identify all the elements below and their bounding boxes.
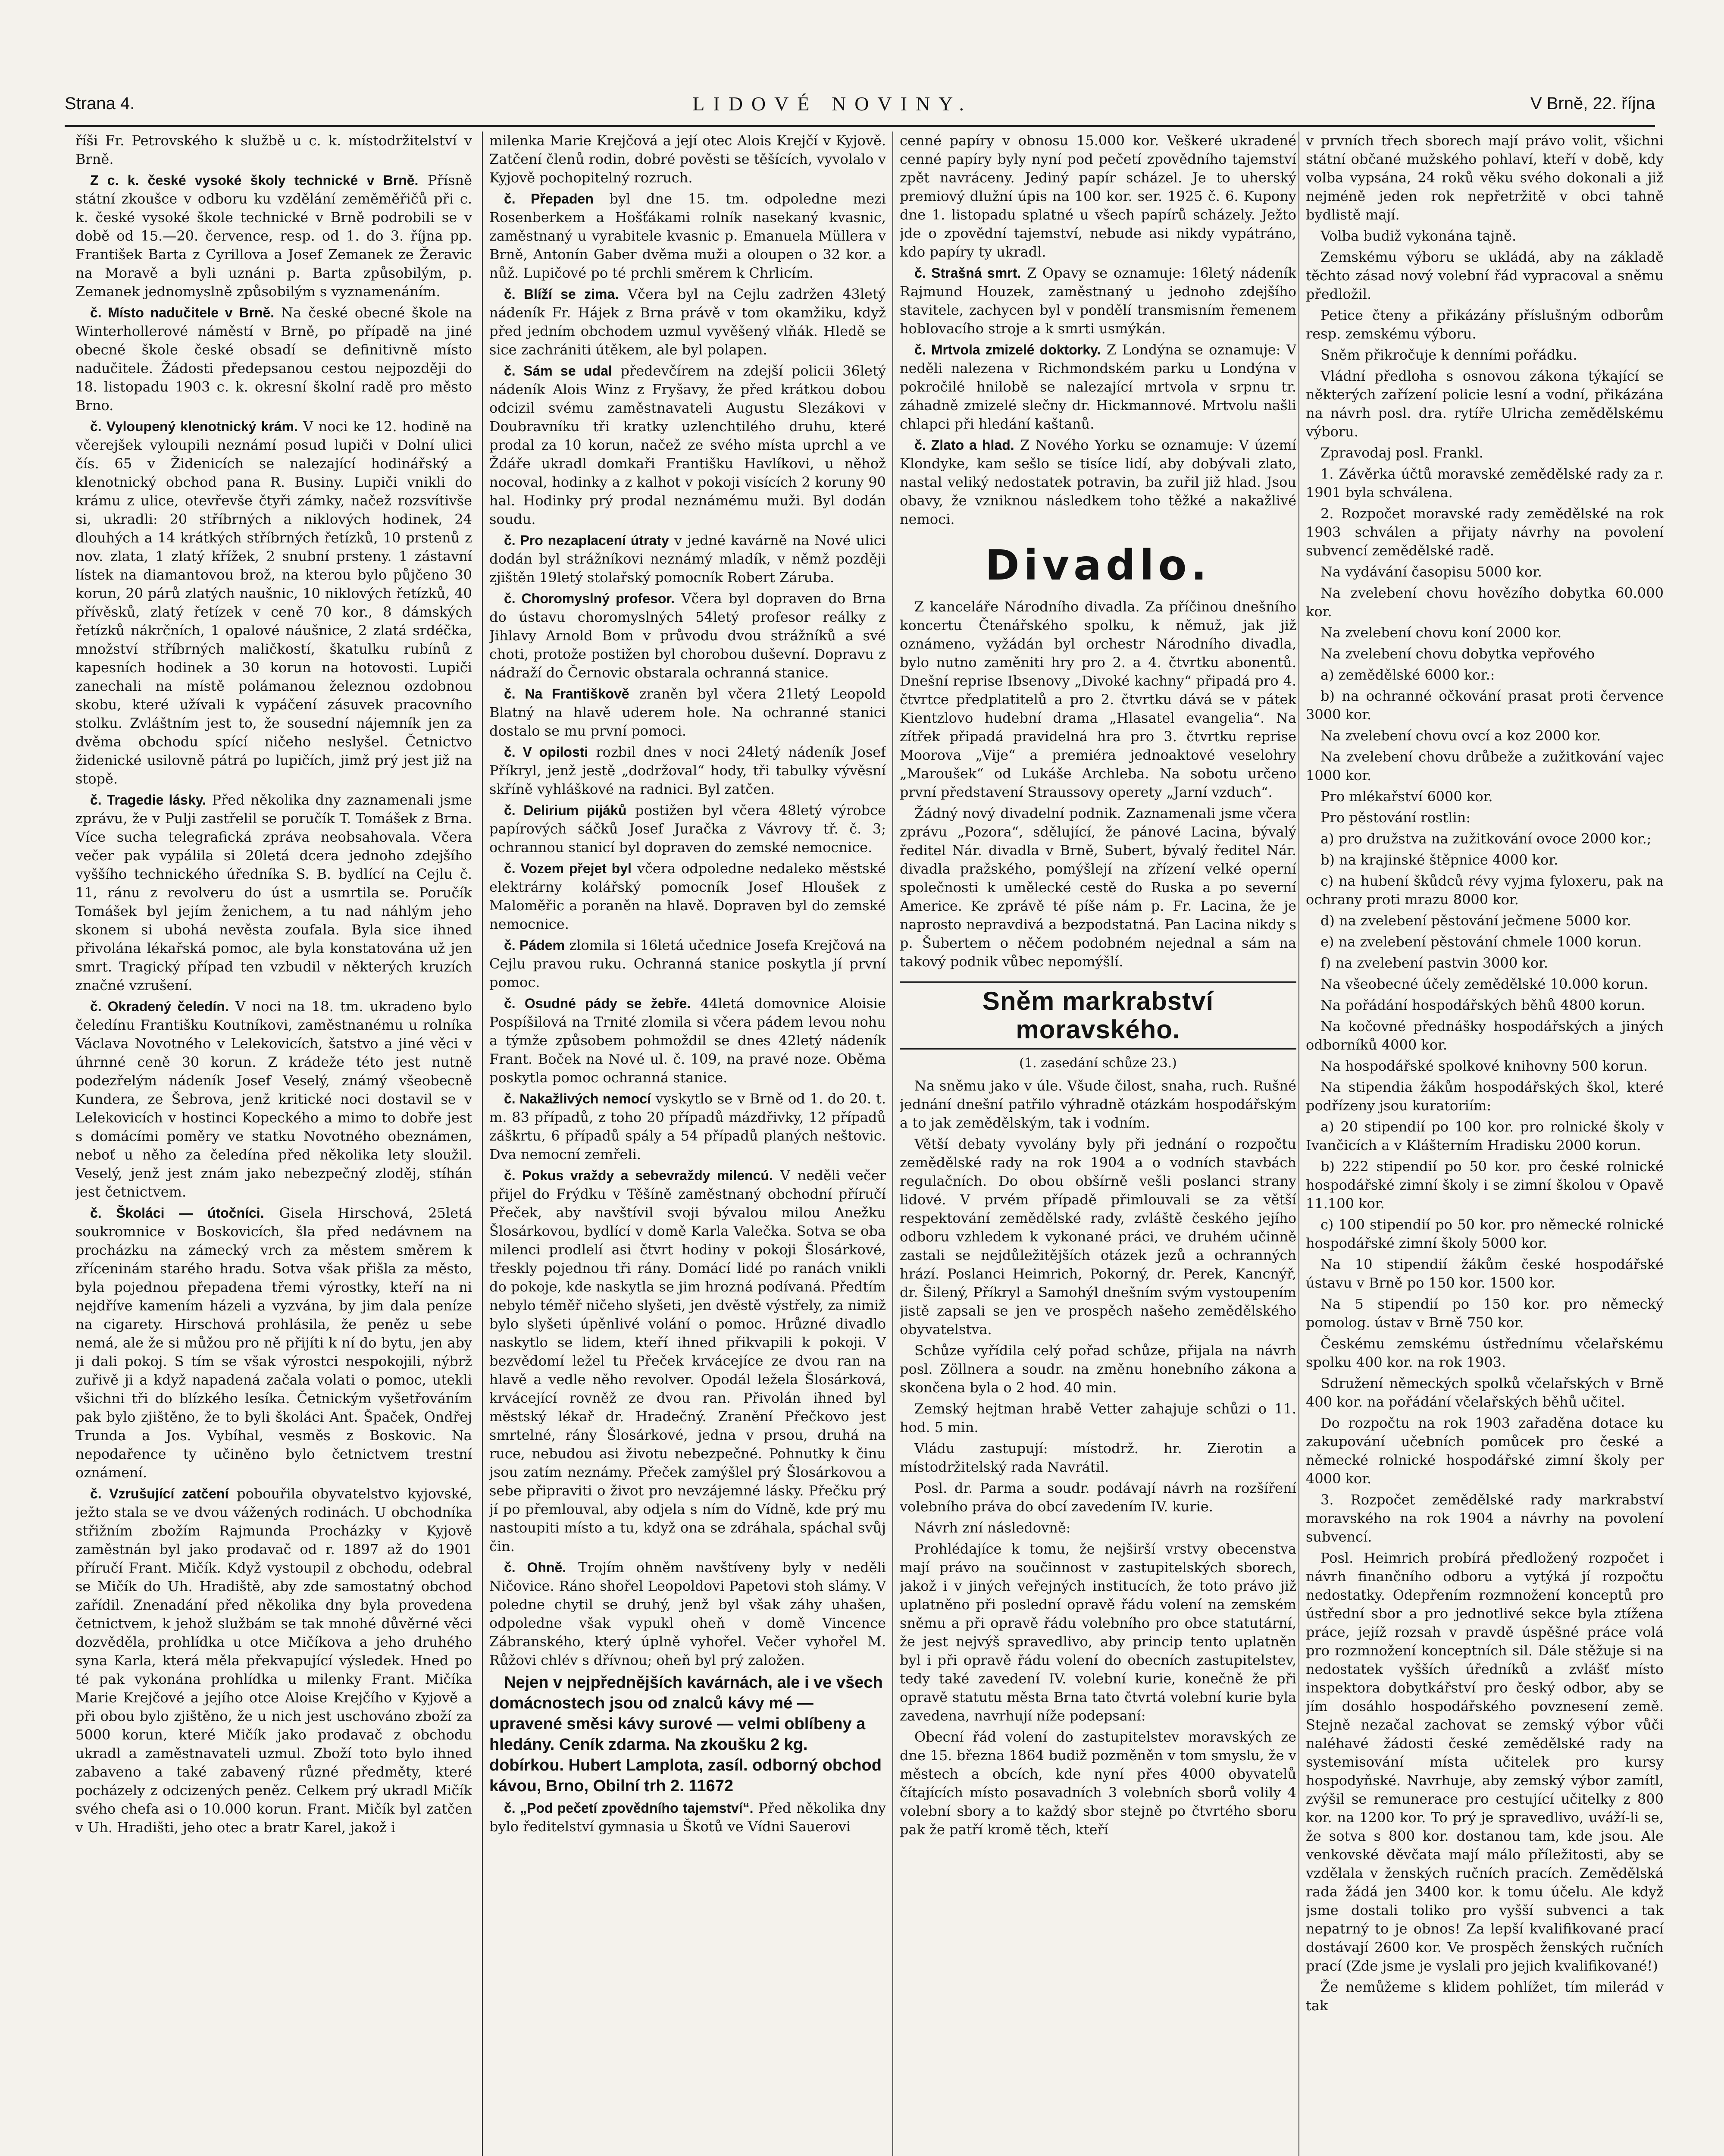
paragraph: a) pro družstva na zužitkování ovoce 2000 kor.; xyxy=(1320,830,1652,847)
paragraph: Na zvelebení chovu dobytka vepřového xyxy=(1320,646,1595,662)
article-body: postižen byl včera 48letý výrobce papírových sáčků Josef Juračka z Vávrovy tř. č. 3; ochrannou stanicí byl dopraven do zemské nemocnice. xyxy=(489,802,886,856)
column-divider xyxy=(1298,132,1299,2156)
article-heading: č. Pádem xyxy=(504,937,565,953)
article-body: Včera byl na Cejlu zadržen 43letý nádeník Fr. Hájek z Brna právě v tom okamžiku, když před jedním obchodem uzmul vyvěšený vlňák. Hledě se sice zachrániti útěkem, ale byl polapen. xyxy=(489,286,886,358)
paragraph: Na hospodářské spolkové knihovny 500 korun. xyxy=(1320,1058,1648,1074)
article xyxy=(75,304,472,415)
paragraph: Na zvelebení chovu drůbeže a zužitkování vajec 1000 kor. xyxy=(1306,749,1664,783)
paragraph: Sdružení německých spolků včelařských v Brně 400 kor. na pořádání včelařských běhů učitel. xyxy=(1306,1375,1664,1410)
coffee-advertisement: Nejen v nejpřednějších kavárnách, ale i ve všech domácnostech jsou od znalců kávy mé — upravené směsi kávy surové — velmi oblíbeny a hledány. Ceník zdarma. Na zkoušku 2 kg. dobírkou. Hubert Lamplota, zasíl. odborný obchod kávou, Brno, Obilní trh 2. 11672 xyxy=(489,1673,883,1795)
article-heading: č. V opilosti xyxy=(504,744,588,760)
paragraph: c) 100 stipendií po 50 kor. pro německé rolnické hospodářské zimní školy 5000 kor. xyxy=(1306,1216,1664,1251)
article xyxy=(489,994,886,1087)
article xyxy=(900,436,1296,529)
column-4 xyxy=(1306,132,1664,2156)
article xyxy=(489,936,886,992)
article xyxy=(75,997,472,1201)
paragraph: Na 10 stipendií žákům české hospodářské ústavu v Brně po 150 kor. 1500 kor. xyxy=(1306,1256,1664,1291)
article-body: Gisela Hirschová, 25letá soukromnice v Boskovicích, šla před nedávnem na procházku na zámecký vrch za městem směrem k zříceninám starého hradu. Sotva však přišla za město, byla pojednou přepadena třemi výrostky, kteří na ni nejdříve kamením házeli a vyzvána, by jim dala peníze na cigarety. Hirschová prohlásila, že peněz u sebe nemá, ale že si můžou pro ně přijíti k ní do bytu, jen aby ji dali pokoj. S tím se však výrostci nespokojili, nýbrž zuřivě ji a když napadená začala volati o pomoc, utekli všichni tři do blízkého lesíka. Četnickým vyšetřováním pak bylo zjištěno, že to byli školáci Ant. Špaček, Ondřej Trunda a Jos. Vybíhal, vesměs z Boskovic. Na nepodařence ty učiněno bylo četnictvem trestní oznámení. xyxy=(75,1205,472,1481)
article-body: Z Londýna se oznamuje: V neděli nalezena v Richmondském parku u Londýna v pokročilé hnilobě se nalezající mrtvola v srpnu tr. záhadně zmizelé slečny dr. Hickmannové. Mrtvolu našli chlapci při hledání kaštanů. xyxy=(900,342,1296,432)
article-heading: č. Delirium pijáků xyxy=(504,802,627,818)
paragraph: Obecní řád volení do zastupitelstev moravských ze dne 15. března 1864 budiž pozměněn v tom smyslu, že v městech a obcích, kde nyní přes 4000 obyvatelů čítajících místo posavadních 3 volebních sborů volily 4 volební sbory a to každý sbor stejně po čtvrtého sboru pak že patří kromě těch, kteří xyxy=(900,1729,1296,1838)
paragraph: Na sněmu jako v úle. Všude čilost, snaha, ruch. Rušné jednání dnešní patřilo výhradně otázkám hospodářským a to jak zemědělským, tak i vodním. xyxy=(900,1078,1296,1131)
paragraph: Posl. Heimrich probírá předložený rozpočet i návrh finančního odboru a vytýká jí rozpočtu nedostatky. Odepřením rozmnožení konceptů pro ústřední sbor a pro jednotlivé sekce byla ztížena práce, jejíž rozsah v pravdě úspěšné práce volá pro rozmnožení konceptních sil. Dále stěžuje si na nedostatek vyšších úředníků a zvlášť místo inspektora dobytkářství pro český odbor, aby se jím dosáhlo hospodářského povznesení země. Stejně nezačal zachovat se zemský výbor vůči naléhavé žádosti české zemědělské rady na systemisování místa učitelek pro kursy hospodyňské. Navrhuje, aby zemský výbor zamítl, zvýšil se remunerace pro cestující učitelky z 800 kor. na 1200 kor. To prý je spravedlivo, uváží-li se, že sotva s 800 kor. dostanou tam, kde jsou. Ale venkovské děvčata mají málo příležitosti, aby se vzdělala v ženských ručních pracích. Zemědělská rada žádá jen 3400 kor. k tomu účelu. Ale když jsme dostali toliko pro vyšší subvenci a tak nepatrný to je obnos! Za lepší kvalifikované prací dostávají 2600 kor. Ve prospěch ženských ručních prací (Zde jsme je vyslali pro jejich kvalifikované!) xyxy=(1306,1550,1664,1974)
paragraph: Petice čteny a přikázány příslušným odborům resp. zemskému výboru. xyxy=(1306,307,1664,342)
article-heading: č. Osudné pády se žebře. xyxy=(504,996,691,1011)
article-heading: č. Zlato a hlad. xyxy=(914,437,1014,453)
page-number: Strana 4. xyxy=(65,94,135,113)
paragraph: Posl. dr. Parma a soudr. podávají návrh na rozšíření volebního práva do obcí zavedením IV. kurie. xyxy=(900,1480,1296,1515)
paragraph: Na stipendia žákům hospodářských škol, které podřízeny jsou kuratoriím: xyxy=(1306,1079,1664,1114)
paragraph: b) na krajinské štěpnice 4000 kor. xyxy=(1320,852,1558,868)
column-1 xyxy=(75,132,472,2156)
article xyxy=(489,589,886,682)
paragraph: říši Fr. Petrovského k službě u c. k. místodržitelství v Brně. xyxy=(75,132,472,167)
paragraph: Na zvelebení chovu koní 2000 kor. xyxy=(1320,624,1562,641)
paragraph: Schůze vyřídila celý pořad schůze, přijala na návrh posl. Zöllnera a soudr. na změnu honebního zákona a skončena byla o 2 hod. 40 min. xyxy=(900,1342,1296,1396)
paragraph: a) 20 stipendií po 100 kor. pro rolnické školy v Ivančicích a v Klášterním Hradisku 2000 korun. xyxy=(1306,1119,1664,1153)
paragraph: b) 222 stipendií po 50 kor. pro české rolnické hospodářské zimní školy i se zimní školou v Opavě 11.100 kor. xyxy=(1306,1158,1664,1212)
paragraph: Pro mlékařství 6000 kor. xyxy=(1320,788,1493,805)
session-subtitle: (1. zasedání schůze 23.) xyxy=(1019,1056,1177,1071)
paragraph: Vládu zastupují: místodrž. hr. Zierotin a místodržitelský rada Navrátil. xyxy=(900,1440,1296,1475)
article xyxy=(489,1799,886,1836)
article xyxy=(489,859,886,934)
article xyxy=(900,264,1296,338)
article-body: Včera byl dopraven do Brna do ústavu choromyslných 54letý profesor reálky z Jihlavy Arnold Bom v průvodu dvou strážníků a své choti, protože postižen byl chorobou duševní. Dopravu z nádraží do Černovic obstarala ochranná stanice. xyxy=(489,590,886,681)
article-heading: č. „Pod pečetí zpovědního tajemství“. xyxy=(504,1800,754,1816)
article-body: zraněn byl včera 21letý Leopold Blatný na hlavě uderem hole. Na ochranné stanici dostalo se mu první pomoci. xyxy=(489,686,886,739)
article-heading: č. Nakažlivých nemocí xyxy=(504,1091,651,1106)
article-heading: č. Tragedie lásky. xyxy=(90,792,207,808)
paragraph: cenné papíry v obnosu 15.000 kor. Veškeré ukradené cenné papíry byly nyní pod pečetí zpovědního tajemství zpět navráceny. Jediný papír scházel. Je to uherský premiový dlužní úpis na 100 kor. ser. 1925 č. 6. Kupony dne 1. listopadu splatné u všech papírů scházely. Ježto jde o zpovědní tajemství, nebude asi nikdy vypátráno, kdo papíry ty ukradl. xyxy=(900,132,1296,260)
article-body: předevčírem na zdejší policii 36letý nádeník Alois Winz z Fryšavy, že před krátkou dobou odcizil svému zaměstnavateli Augustu Slezákovi v Doubravníku tři kratky uzlenchtilého druhu, které prodal za 10 korun, načež ze svého místa uprchl a ve Ždáře ukradl domkaři Františku Havlíkovi, u něhož nocoval, hodinky a z kalhot v pokoji visících 2 koruny 90 hal. Hodinky prý prodal neznámému muži. Byl dodán soudu. xyxy=(489,363,886,527)
article-heading: Z c. k. české vysoké školy technické v Brně. xyxy=(90,172,419,188)
article-body: pobouřila obyvatelstvo kyjovské, ježto stala se ve dvou vážených rodinách. U obchodníka střižním zbožím Rajmunda Procházky v Kyjově zaměstnán byl jako prodavač od r. 1897 až do 1901 příručí Frant. Mičík. Když vystoupil z obchodu, odebral se Mičík do Uh. Hradiště, aby zde samostatný obchod zařídil. Znenadání před několika dny byla provedena četnictvem, k jehož službám se tak mnohé důvěrné věci dozvěděla, prohlídka u otce Mičíkova a jeho druhého syna Karla, která měla překvapující výsledek. Hned po té pak vykonána prohlídka u milenky Frant. Mičíka Marie Krejčové a jejího otce Aloise Krejčího v Kyjově a při obou bylo zjištěno, že u nich jest uschováno zboží za 5000 korun, které Mičík jako prodavač z obchodu ukradl a zaměstnavateli uzmul. Zboží toto bylo ihned zabaveno a také zabavený různé předměty, které pocházely z odcizených peněz. Celkem prý ukradl Mičík svého chefa asi o 10.000 korun. Frant. Mičík byl zatčen v Uh. Hradišti, jeho otec a bratr Karel, jakož i xyxy=(75,1485,472,1836)
article xyxy=(75,417,472,788)
article-heading: č. Okradený čeledín. xyxy=(90,999,229,1014)
article xyxy=(489,285,886,359)
article-body: Přísně státní zkoušce v odboru ku vzdělání zeměměřičů při c. k. české vysoké škole technické v Brně podrobili se v době od 15.—20. července, resp. od 1. do 3. října pp. František Barta z Cyrillova a Josef Zemanek ze Žeravic na Moravě a byli uznáni p. Barta způsobilým, p. Zemanek jednomyslně způsobilým s vyznamenáním. xyxy=(75,172,472,300)
paragraph: Že nemůžeme s klidem pohlížet, tím milerád v tak xyxy=(1306,1979,1664,2014)
paragraph: Návrh zní následovně: xyxy=(914,1520,1071,1536)
masthead: LIDOVÉ NOVINY. xyxy=(692,92,973,115)
article-heading: č. Pro nezaplacení útraty xyxy=(504,533,669,548)
paragraph: e) na zvelebení pěstování chmele 1000 korun. xyxy=(1320,934,1642,950)
paragraph: Na kočovné přednášky hospodářských a jiných odborníků 4000 kor. xyxy=(1306,1018,1664,1053)
article xyxy=(489,1090,886,1164)
article xyxy=(75,171,472,301)
paragraph: Volba budiž vykonána tajně. xyxy=(1320,228,1517,244)
paragraph: Pro pěstování rostlin: xyxy=(1320,809,1471,826)
article-heading: č. Choromyslný profesor. xyxy=(504,591,675,606)
column-3 xyxy=(900,132,1296,2156)
page-header xyxy=(65,88,1655,119)
paragraph: milenka Marie Krejčová a její otec Alois Krejčí v Kyjově. Zatčení členů rodin, dobré pověsti se těšících, vyvolalo v Kyjově pochopitelný rozruch. xyxy=(489,132,886,186)
article-heading: č. Vyloupený klenotnický krám. xyxy=(90,419,298,434)
paragraph: Na zvelebení chovu hovězího dobytka 60.000 kor. xyxy=(1306,585,1664,620)
article-heading: č. Mrtvola zmizelé doktorky. xyxy=(914,342,1101,357)
article-body: rozbil dnes v noci 24letý nádeník Josef Příkryl, jenž jestě „dodržoval“ hody, tři tabulky vývěsní skříně vyhláškové na radnici. Byl zatčen. xyxy=(489,744,886,797)
article xyxy=(489,1558,886,1670)
article-body: vyskytlo se v Brně od 1. do 20. t. m. 83 případů, z toho 20 případů mázdřivky, 12 případů záškrtu, 6 případů spály a 54 případů planých neštovic. Dva nemocní zemřeli. xyxy=(489,1091,886,1163)
paragraph: Z kanceláře Národního divadla. Za příčinou dnešního koncertu Čtenářského spolku, k němuž, jak již oznámeno, vyžádán byl orchestr Národního divadla, bylo nutno zaměniti hry pro 2. a 4. čtvrtku abonentů. Dnešní reprise Ibsenovy „Divoké kachny“ připadá pro 4. čtvrtce předplatitelů a pro 2. čtvrtku dává se v pátek Kientzlovo hudební drama „Hlasatel evangelia“. Na zítřek připadá pravidelná hra pro 3. čtvrtku reprise Moorova „Vije“ a premiéra jednoaktové veselohry „Maroušek“ od Lukáše Archleba. Na sobotu určeno první představení Straussovy operety „Jarní vzduch“. xyxy=(900,599,1296,800)
article xyxy=(75,1485,472,1837)
paragraph: b) na ochranné očkování prasat proti července 3000 kor. xyxy=(1306,688,1664,723)
article-body: včera odpoledne nedaleko městské elektrárny kolářský pomocník Josef Hloušek z Maloměřic a poraněn na hlavě. Dopraven byl do zemské nemocnice. xyxy=(489,860,886,932)
paragraph: Sněm přikročuje k denními pořádku. xyxy=(1320,347,1577,363)
paragraph: Zemský hejtman hrabě Vetter zahajuje schůzi o 11. hod. 5 min. xyxy=(900,1401,1296,1435)
article-body: Trojím ohněm navštíveny byly v neděli Ničovice. Ráno shořel Leopoldovi Papetovi stoh slámy. V poledne chytil se druhý, jenž byl však záhy uhašen, odpoledne však vypukl oheň v domě Vincence Zábranského, který úplně vyhořel. Večer vyhořel M. Růžovi chlév s dřívnou; oheň byl prý založen. xyxy=(489,1559,886,1668)
issue-date: V Brně, 22. října xyxy=(1530,94,1655,113)
article xyxy=(75,1204,472,1482)
article-heading: č. Pokus vraždy a sebevraždy milencú. xyxy=(504,1168,773,1183)
article xyxy=(489,801,886,857)
paragraph: Žádný nový divadelní podnik. Zaznamenali jsme včera zprávu „Pozora“, sdělující, že pánové Lacina, bývalý ředitel Nár. divadla v Brně, Subert, bývalý ředitel Nár. divadla pražského, pomýšlejí na zřízení velké operní společnosti k umělecké cestě do Ruska a po severní Americe. Ke zprávě té píše nám p. Fr. Lacina, že je naprosto nepravdivá a bezpodstatná. Pan Lacina nikdy s p. Šubertem o něčem podobném nejednal a sám na takový podnik vůbec nepomýšlí. xyxy=(900,805,1296,970)
article xyxy=(489,1166,886,1556)
paragraph: Na všeobecné účely zemědělské 10.000 korun. xyxy=(1320,976,1649,992)
article xyxy=(900,341,1296,433)
article-body: Z Opavy se oznamuje: 16letý nádeník Rajmund Houzek, zaměstnaný u jednoho zdejšího stavitele, zachycen byl v pondělí transmisním řemenem hoblovacího stroje a k smrti usmýkán. xyxy=(900,265,1296,337)
paragraph: Zemskému výboru se ukládá, aby na základě těchto zásad nový volební řád vypracoval a sněmu předložil. xyxy=(1306,249,1664,302)
article xyxy=(489,743,886,799)
paragraph: Prohlédajíce k tomu, že nejširší vrstvy obecenstva mají právo na součinnost v zastupitelských sborech, jakož i v jiných veřejných institucích, že toto právo již uplatněno při poslední opravě řádu volení na zemském sněmu a při opravě řádu volebního pro obce statutární, že jest nejvýš spravedlivo, aby princip tento uplatněn byl i při opravě řádu volení do obecních zastupitelstev, tedy také zavedení IV. volební kurie, konečně že při opravě statutu města Brna tato čtvrtá volební kurie byla zavedena, navrhují níže podepsaní: xyxy=(900,1541,1296,1724)
paragraph: Do rozpočtu na rok 1903 zařaděna dotace ku zakupování učebních pomůcek pro české a německé rolnické hospodářské zimní školy per 4000 kor. xyxy=(1306,1415,1664,1487)
paragraph: Vládní předloha s osnovou zákona týkající se některých zařízení policie lesní a vodní, přikázána na návrh posl. dra. rytíře Ulricha zemědělskému výboru. xyxy=(1306,368,1664,440)
theatre-section-title: Divadlo. xyxy=(985,541,1211,589)
paragraph: a) zemědělské 6000 kor.: xyxy=(1320,667,1495,683)
article-heading: č. Vzrušující zatčení xyxy=(90,1486,229,1501)
article-heading: č. Přepaden xyxy=(504,191,594,207)
article xyxy=(489,531,886,587)
article-body: Před několika dny zaznamenali jsme zprávu, že v Pulji zastřelil se poručík T. Tomášek z Brna. Více sucha telegrafická zpráva neobsahovala. Včera večer pak vypálila si 20letá dcera jednoho zdejšího vyššího technického úředníka S. B. bydlící na Cejlu č. 11, ránu z revolveru do úst a usmrtila se. Poručík Tomášek byl jejím ženichem, a tu nad náhlým jeho skonem si ubohá nevěsta zoufala. Byla sice ihned přivolána lékařská pomoc, ale byla konstatována už jen smrt. Tragický případ ten vzbudil v některých kruzích značné vzrušení. xyxy=(75,792,472,993)
article xyxy=(489,190,886,282)
header-rule xyxy=(65,125,1655,127)
paragraph: Na zvelebení chovu ovcí a koz 2000 kor. xyxy=(1320,727,1601,744)
paragraph: Zpravodaj posl. Frankl. xyxy=(1320,445,1483,461)
article-heading: č. Sám se udal xyxy=(504,363,612,379)
article-body: Před několika dny bylo ředitelství gymnasia u Škotů ve Vídni Sauerovi xyxy=(489,1800,886,1835)
paragraph: c) na hubení škůdců révy vyjma fyloxeru, pak na ochrany proti mrazu 8000 kor. xyxy=(1306,873,1664,908)
diet-section-title: Sněm markrabství moravského. xyxy=(900,981,1296,1050)
article-body: Z Nového Yorku se oznamuje: V území Klondyke, kam sešlo se tisíce lidí, aby dobývali zlato, nastal veliký nedostatek potravin, ba zuřil již hlad. Jsou obavy, že vzniknou následkem toho těžké a nakažlivé nemoci. xyxy=(900,437,1296,527)
article-body: V noci na 18. tm. ukradeno bylo čeledínu Františku Koutníkovi, zaměstnanému u rolníka Václava Novotného v Lelekovicích, šatstvo a jiné věci v úhrnné ceně 30 korun. Z krádeže této jest nutně podezřelým nádeník Josef Veselý, známý všeobecně Kundera, ze Šebrova, jenž kritické noci dostavil se v Lelekovicích v hostinci Kopeckého a mimo to dobře jest s domácími poměry ve statku Novotného obeznámen, neboť u něho za čeledína před několika lety sloužil. Veselý, jenž jest znám jako nebezpečný zloděj, stíhán jest četnictvem. xyxy=(75,998,472,1200)
article xyxy=(489,685,886,740)
article-body: byl dne 15. tm. odpoledne mezi Rosenberkem a Hošťákami rolník nasekaný kvasnic, zaměstnaný u vyrabitele kvasnic p. Emanuela Müllera v Brně, Antonín Gaber dvěma muži a oloupen o 32 kor. a nůž. Lupičové po té prchli směrem k Chrlicím. xyxy=(489,191,886,281)
article xyxy=(75,791,472,995)
paragraph: 3. Rozpočet zemědělské rady markrabství moravského na rok 1904 a návrhy na povolení subvencí. xyxy=(1306,1492,1664,1545)
article-heading: č. Blíží se zima. xyxy=(504,286,619,302)
article-heading: č. Na Františkově xyxy=(504,686,629,702)
paragraph: Na pořádání hospodářských běhů 4800 korun. xyxy=(1320,997,1646,1013)
paragraph: Větší debaty vyvolány byly při jednání o rozpočtu zemědělské rady na rok 1904 a o vodních stavbách regulačních. Do obou obšírně vešli poslanci strany lidové. V prvém případě přimlouvali se za větší respektování zemědělské rady, zvláště českého jejího odboru vzhledem k vykonané práci, ve druhém učinně zastali se nejdůležitějších otázek jezů a ochranných hrází. Poslanci Heimrich, Pokorný, dr. Perek, Kancnýř, dr. Šilený, Příkryl a Samohýl dnešním svým vystoupením jistě zapsali se jen ve prospěch našeho zemědělského obyvatelstva. xyxy=(900,1136,1296,1338)
paragraph: d) na zvelebení pěstování ječmene 5000 kor. xyxy=(1320,912,1631,929)
article-body: Na české obecné škole na Winterhollerové náměstí v Brně, po případě na jiné obecné škole české obsadí se definitivně místo nadučitele. Žádosti předepsanou cestou nejpozději do 18. listopadu 1903 c. k. okresní školní radě pro město Brno. xyxy=(75,304,472,414)
article-body: 44letá domovnice Aloisie Pospíšilová na Trnité zlomila si včera pádem levou nohu a týmže způsobem pohmoždil se dnes 42letý nádeník Frant. Boček na Nové ul. č. 109, na pravé noze. Oběma poskytla pomoc ochranná stanice. xyxy=(489,995,886,1086)
paragraph: Na 5 stipendií po 150 kor. pro německý pomolog. ústav v Brně 750 kor. xyxy=(1306,1296,1664,1331)
article-body: zlomila si 16letá učednice Josefa Krejčová na Cejlu pravou ruku. Ochranná stanice poskytla jí první pomoc. xyxy=(489,937,886,990)
article-body: V neděli večer přijel do Frýdku v Těšíně zaměstnaný obchodní příručí Přeček, aby navštívil svoji bývalou milou Anežku Šlosárkovou, bydlící v domě Karla Valečka. Sotva se oba milenci prodlelí asi čtvrt hodiny v pokoji Šlosárkové, třeskly pojednou tři rány. Domácí lidé po ranách vnikli do pokoje, kde naskytla se jim hrozná podívaná. Předtím nebylo téměř ničeho slyšeti, jen dvěstě výstřely, za nimiž bylo slyšeti úpěnlivé volání o pomoc. Hrůzné divadlo naskytlo se lidem, kteří ihned přikvapili k pokoji. V bezvědomí ležel tu Přeček krvácejíce ze dvou ran na hlavě a vedle něho revolver. Opodál ležela Šlosárková, krvácející rovněž ze dvou ran. Přivolán ihned byl městský lékař dr. Hradečný. Zranění Přečkovo jest smrtelné, rány Šlosárkové, jedna v prsou, druhá na ruce, nebudou asi životu nebezpečné. Pohnutky k činu jsou zatím neznámy. Přeček zamýšlel prý Šlosárkovou a sebe připraviti o život pro nevzájemné lásky. Přečku prý jí po přemlouval, aby odjela s ním do Vídně, kde prý mu nastoupiti místo a tu, když ona se zdráhala, spáchal svůj čin. xyxy=(489,1167,886,1554)
paragraph: v prvních třech sborech mají právo volit, všichni státní občané mužského pohlaví, kteří v době, kdy volba vypsána, 24 roků věku svého dokonali a již nejméně jeden rok nepřetržitě v obci tahně bydlistě mají. xyxy=(1306,132,1664,223)
article-heading: č. Místo nadučitele v Brně. xyxy=(90,305,275,320)
article-heading: č. Školáci — útočníci. xyxy=(90,1205,264,1221)
column-2 xyxy=(489,132,886,2156)
paragraph: 2. Rozpočet moravské rady zemědělské na rok 1903 schválen a přijaty návrhy na povolení subvencí zemědělské radě. xyxy=(1306,505,1664,559)
paragraph: f) na zvelebení pastvin 3000 kor. xyxy=(1320,955,1548,971)
article-heading: č. Strašná smrt. xyxy=(914,265,1021,281)
article-heading: č. Vozem přejet byl xyxy=(504,861,632,876)
article-heading: č. Ohně. xyxy=(504,1560,566,1575)
article-body: v jedné kavárně na Nové ulici dodán byl strážníkovi neznámý mladík, v němž později zjištěn 19letý stolařský pomocník Robert Záruba. xyxy=(489,532,886,586)
paragraph: Na vydávání časopisu 5000 kor. xyxy=(1320,564,1542,580)
column-divider xyxy=(482,132,483,2156)
article xyxy=(489,362,886,529)
column-divider xyxy=(892,132,893,2156)
paragraph: 1. Závěrka účtů moravské zemědělské rady za r. 1901 byla schválena. xyxy=(1306,466,1664,501)
article-body: V noci ke 12. hodině na včerejšek vyloupili neznámí posud lupiči v Dolní ulici čís. 65 v Židenicích se nalezající hodinářský a klenotnický obchod pana R. Businy. Lupiči vnikli do krámu z ulice, otevřevše čtyři zámky, načež rozsvítivše si, ukradli: 20 stříbrných a niklových hodinek, 24 dlouhých a 14 krátkých stříbrných řetízků, 10 prstenů z nov. zlata, 1 zlatý křížek, 2 snubní prsteny. 1 zástavní lístek na diamantovou brož, na kterou bylo půjčeno 30 korun, 20 párů zlatých naušnic, 10 niklových řetízků, 40 přívěsků, zlatý řetízek v ceně 70 kor., 8 dámských řetízků nákrčních, 1 opalové náušnice, 2 zlatá srdéčka, množství stříbrných maličkostí, škatulku rubínů z kapesních hodinek a 30 korun na hotovosti. Lupiči zanechali na místě polámanou železnou ozdobnou skobu, které užívali k vypáčení zásuvek pracovního stolku. Zvláštním jest to, že sousední nájemník jen za dvěma obchodu spící ničeho neslyšel. Četnictvo židenické usilovně pátrá po lupičích, jimž prý jest již na stopě. xyxy=(75,418,472,787)
paragraph: Českému zemskému ústřednímu včelařskému spolku 400 kor. na rok 1903. xyxy=(1306,1335,1664,1370)
